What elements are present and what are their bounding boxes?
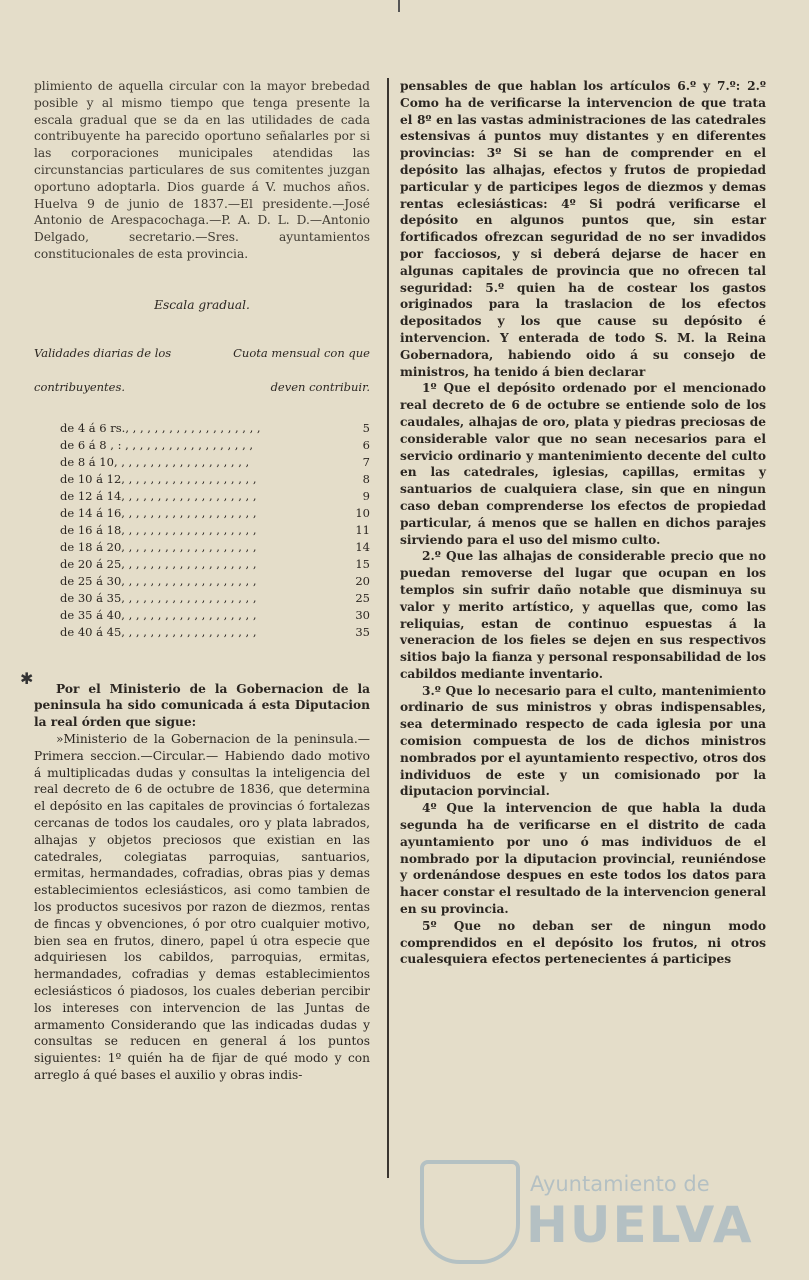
cuota-cell: 30: [355, 607, 370, 622]
right-paragraph-2: 1º Que el depósito ordenado por el mencionado real decreto de 6 de octubre se entiende solo de los caudales, alhajas de oro, plata y piedras preciosas de considerable valor que no sean necesarios para el servicio ordinario y mantenimiento decente del culto en las catedrales, iglesias, capillas, ermitas y santuarios de cualquiera clase, sin que en ningun caso deban comprenderse los efectos de propiedad particular, á menos que se hallen en dichos parajes sirviendo para el uso del mismo culto.: [400, 381, 766, 547]
table-row: [60, 624, 370, 641]
scale-table: [60, 420, 370, 641]
cuota-cell: 9: [362, 488, 370, 503]
right-paragraph-3: 2.º Que las alhajas de considerable precio que no puedan removerse del lugar que ocupan en los templos sin sufrir daño notable que disminuya su valor y merito artístico, y aquellas que, como las reliquias, estan de continuo espuestas á la veneracion de los fieles se dejen en sus respectivos sitios bajo la fianza y personal responsabilidad de los cabildos mediante inventario.: [400, 549, 766, 681]
watermark-line2: HUELVA: [526, 1196, 754, 1254]
cuota-cell: 14: [355, 539, 370, 554]
range-cell: de 40 á 45, , , , , , , , , , , , , , , , , , ,: [60, 624, 257, 639]
table-row: [60, 488, 370, 505]
range-cell: de 10 á 12, , , , , , , , , , , , , , , , , , ,: [60, 471, 257, 486]
cuota-cell: 5: [362, 420, 370, 435]
table-row: [60, 505, 370, 522]
top-mark: [398, 0, 400, 12]
manicule-icon: ✱: [20, 669, 34, 688]
cuota-cell: 25: [355, 590, 370, 605]
scale-header: [34, 336, 370, 404]
range-cell: de 20 á 25, , , , , , , , , , , , , , , , , , ,: [60, 556, 257, 571]
range-cell: de 8 á 10, , , , , , , , , , , , , , , , , , ,: [60, 454, 250, 469]
left-column: [34, 78, 370, 1084]
range-cell: de 18 á 20, , , , , , , , , , , , , , , , , , ,: [60, 539, 257, 554]
table-row: [60, 420, 370, 437]
watermark-line1: Ayuntamiento de: [530, 1172, 710, 1196]
table-row: [60, 539, 370, 556]
right-column: [400, 78, 766, 968]
ministry-paragraph: Por el Ministerio de la Gobernacion de la peninsula ha sido comunicada á esta Diputacion la real órden que sigue:: [34, 681, 370, 730]
cuota-cell: 35: [355, 624, 370, 639]
table-row: [60, 454, 370, 471]
cuota-cell: 7: [362, 454, 370, 469]
cuota-cell: 10: [355, 505, 370, 520]
range-cell: de 12 á 14, , , , , , , , , , , , , , , , , , ,: [60, 488, 257, 503]
watermark: [420, 1160, 800, 1260]
right-paragraph-5: 4º Que la intervencion de que habla la duda segunda ha de verificarse en el distrito de cada ayuntamiento por uno ó mas individuos de el nombrado por la diputacion provincial, reuniéndose y ordenándose despues en este todos los datos para hacer constar el resultado de la intervencion general en su provincia.: [400, 801, 766, 917]
intro-paragraph: plimiento de aquella circular con la mayor brebedad posible y al mismo tiempo que tenga presente la escala gradual que se da en las utilidades de cada contribuyente ha parecido oportuno señalarles por si las corporaciones municipales atendidas las circunstancias particulares de sus comitentes juzgan oportuno adoptarla. Dios guarde á V. muchos años. Huelva 9 de junio de 1837.—El presidente.—José Antonio de Arespacochaga.—P. A. D. L. D.—Antonio Delgado, secretario.—Sres. ayuntamientos constitucionales de esta provincia.: [34, 79, 370, 261]
range-cell: de 30 á 35, , , , , , , , , , , , , , , , , , ,: [60, 590, 257, 605]
column-rule: [387, 78, 389, 1178]
cuota-cell: 8: [362, 471, 370, 486]
right-paragraph-1: pensables de que hablan los artículos 6.º y 7.º: 2.º Como ha de verificarse la intervencion de que trata el 8º en las vastas administraciones de las catedrales estensivas á puntos muy distantes y en diferentes provincias: 3º Si se han de comprender en el depósito las alhajas, efectos y frutos de propiedad particular y de participes legos de diezmos y demas rentas eclesiásticas: 4º Si podrá verificarse el depósito en algunos puntos que, sin estar fortificados ofrezcan seguridad de no ser invadidos por facciosos, y si deberá dejarse de hacer en algunas capitales de provincia que no ofrecen tal seguridad: 5.º quien ha de costear los gastos originados para la traslacion de los efectos depositados y los que cause su depósito é intervencion. Y enterada de todo S. M. la Reina Gobernadora, habiendo oido á su consejo de ministros, ha tenido á bien declarar: [400, 79, 766, 379]
right-paragraph-6: 5º Que no deban ser de ningun modo comprendidos en el depósito los frutos, ni otros cualesquiera efectos pertenecientes á participes: [400, 918, 766, 967]
table-row: [60, 573, 370, 590]
city-shield-icon: [420, 1160, 520, 1264]
cuota-cell: 11: [355, 522, 370, 537]
table-row: [60, 471, 370, 488]
ministry-section: [34, 681, 370, 1084]
range-cell: de 14 á 16, , , , , , , , , , , , , , , , , , ,: [60, 505, 257, 520]
range-cell: de 35 á 40, , , , , , , , , , , , , , , , , , ,: [60, 607, 257, 622]
range-cell: de 4 á 6 rs., , , , , , , , , , , , , , , , , , ,: [60, 420, 261, 435]
table-row: [60, 590, 370, 607]
cuota-cell: 15: [355, 556, 370, 571]
order-paragraph: »Ministerio de la Gobernacion de la peninsula.—Primera seccion.—Circular.— Habiendo dado motivo á multiplicadas dudas y consultas la inteligencia del real decreto de 6 de octubre de 1836, que determina el depósito en las capitales de provincias ó fortalezas cercanas de todos los caudales, oro y plata labrados, alhajas y objetos preciosos que existian en las catedrales, colegiatas parroquias, santuarios, ermitas, hermandades, cofradias, obras pias y demas establecimientos eclesiásticos, asi como tambien de los productos sucesivos por razon de diezmos, rentas de fincas y obvenciones, ó por otro cualquier motivo, bien sea en frutos, dinero, papel ú otra especie que adquiriesen los cabildos, parroquias, ermitas, hermandades, cofradias y demas establecimientos eclesiásticos ó piadosos, los cuales deberian percibir los intereses con intervencion de las Juntas de armamento Considerando que las indicadas dudas y consultas se reducen en general á los puntos siguientes: 1º quién ha de fijar de qué modo y con arreglo á qué bases el auxilio y obras indis-: [34, 731, 370, 1082]
table-row: [60, 556, 370, 573]
right-paragraph-4: 3.º Que lo necesario para el culto, mantenimiento ordinario de sus ministros y obras indispensables, sea determinado respecto de cada iglesia por una comision compuesta de los de dichos ministros nombrados por el ayuntamiento respectivo, otros dos individuos de este y un comisionado por la diputacion porvincial.: [400, 683, 766, 799]
range-cell: de 6 á 8 , : , , , , , , , , , , , , , , , , , ,: [60, 437, 254, 452]
table-row: [60, 437, 370, 454]
range-cell: de 16 á 18, , , , , , , , , , , , , , , , , , ,: [60, 522, 257, 537]
table-row: [60, 522, 370, 539]
scale-header-right: Cuota mensual con que deven contribuir.: [233, 345, 370, 394]
cuota-cell: 20: [355, 573, 370, 588]
scale-header-left: Validades diarias de los contribuyentes.: [34, 345, 172, 394]
table-row: [60, 607, 370, 624]
scale-title: Escala gradual.: [154, 297, 250, 312]
range-cell: de 25 á 30, , , , , , , , , , , , , , , , , , ,: [60, 573, 257, 588]
cuota-cell: 6: [362, 437, 370, 452]
